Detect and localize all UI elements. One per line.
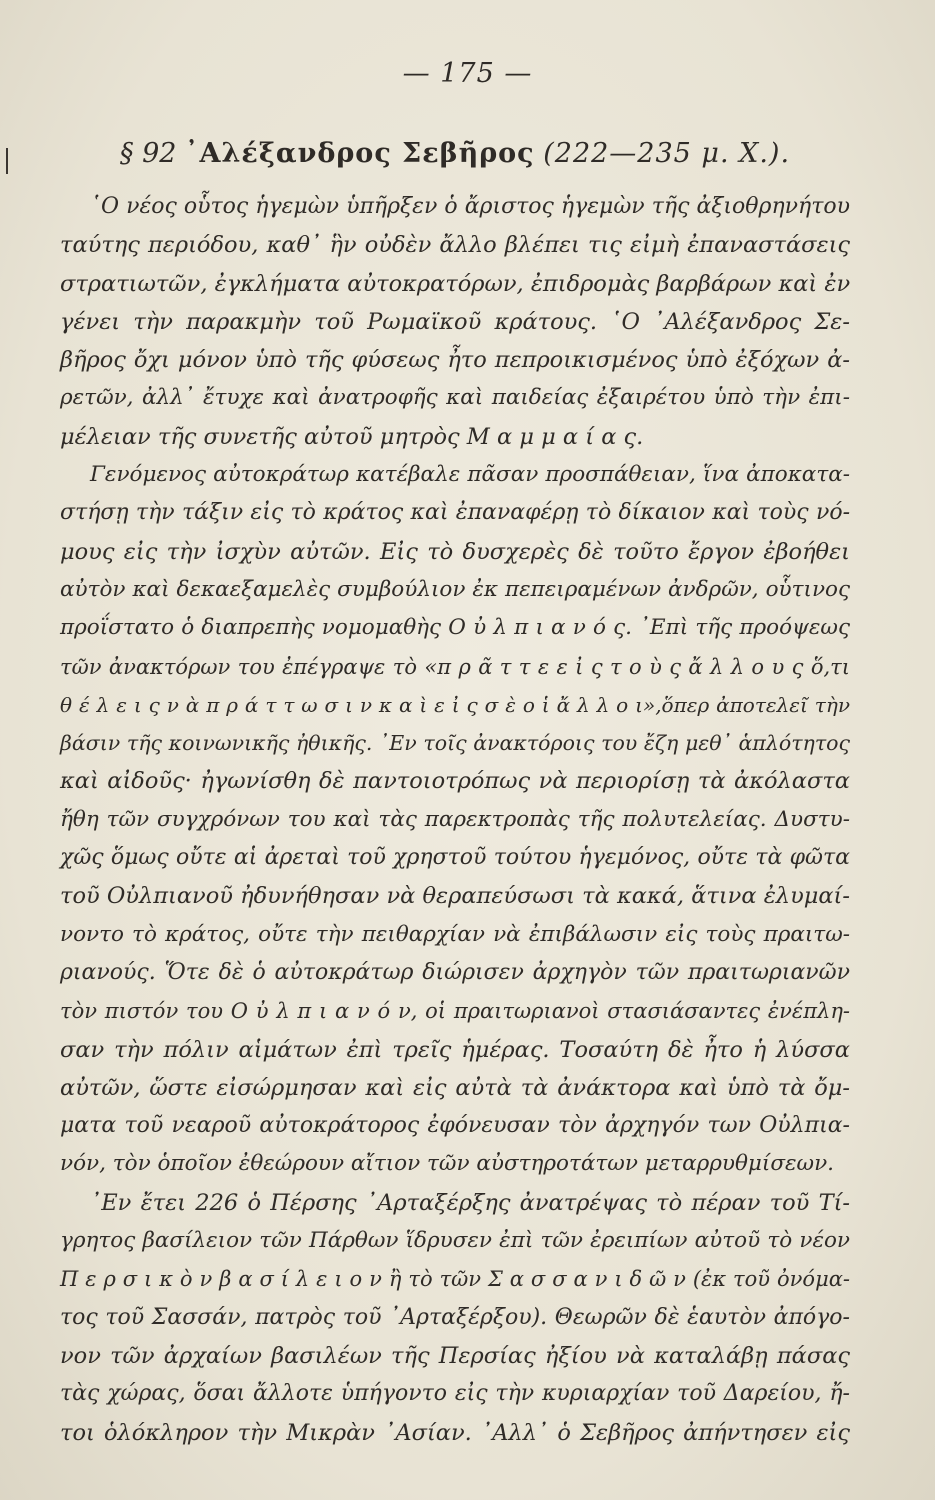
text-line: τὸν πιστόν του Ο ὐ λ π ι α ν ό ν, οἱ πραιτωριανοὶ στασιάσαντες ἐνέπλη- [60,999,850,1024]
text-line: τος τοῦ Σασσάν, πατρὸς τοῦ ᾿Αρταξέρξου). Θεωρῶν δὲ ἑαυτὸν ἀπόγο- [60,1304,850,1330]
text-line: αὐτῶν, ὥστε εἰσώρμησαν καὶ εἰς αὐτὰ τὰ ἀνάκτορα καὶ ὑπὸ τὰ ὄμ- [60,1074,850,1101]
text-line: ταύτης περιόδου, καθ᾿ ἣν οὐδὲν ἄλλο βλέπει τις εἰμὴ ἐπαναστάσεις [60,232,850,259]
text-line: τῶν ἀνακτόρων του ἐπέγραψε τὸ «π ρ ᾶ τ τ ε ε ἰ ς τ ο ὺ ς ἄ λ λ ο υ ς ὅ,τι [60,654,850,679]
text-line: τοι ὁλόκληρον τὴν Μικρὰν ᾿Ασίαν. ᾿Αλλ᾿ ὁ Σεβῆρος ἀπήντησεν εἰς [60,1419,850,1446]
text-line: βάσιν τῆς κοινωνικῆς ἠθικῆς. ᾿Εν τοῖς ἀνακτόροις του ἔζη μεθ᾿ ἁπλότητος [60,731,850,756]
body-text [60,188,850,1452]
text-line: γρητος βασίλειον τῶν Πάρθων ἵδρυσεν ἐπὶ τῶν ἐρειπίων αὐτοῦ τὸ νέον [60,1228,850,1254]
text-line: γένει τὴν παρακμὴν τοῦ Ρωμαϊκοῦ κράτους. ῾Ο ᾿Αλέξανδρος Σε- [60,308,850,335]
text-line: σαν τὴν πόλιν αἱμάτων ἐπὶ τρεῖς ἡμέρας. Τοσαύτη δὲ ἦτο ἡ λύσσα [60,1036,850,1063]
text-line: αὐτὸν καὶ δεκαεξαμελὲς συμβούλιον ἐκ πεπειραμένων ἀνδρῶν, οὗτινος [60,576,850,602]
section-number: § 92 [120,138,177,169]
section-heading [120,138,880,169]
text-line: θ έ λ ε ι ς ν ὰ π ρ ά τ τ ω σ ι ν κ α ὶ ε ἰ ς σ ὲ ο ἱ ἄ λ λ ο ι»,ὅπερ ἀποτελεῖ τὴν [60,692,850,717]
text-line: στρατιωτῶν, ἐγκλήματα αὐτοκρατόρων, ἐπιδρομὰς βαρβάρων καὶ ἐν [60,270,851,297]
section-dates: (222—235 μ. Χ.). [543,138,791,169]
text-line: Γενόμενος αὐτοκράτωρ κατέβαλε πᾶσαν προσπάθειαν, ἵνα ἀποκατα- [90,462,850,488]
text-line: ματα τοῦ νεαροῦ αὐτοκράτορος ἐφόνευσαν τὸν ἀρχηγόν των Οὐλπια- [60,1113,850,1139]
page-number: — 175 — [402,58,533,89]
text-line: προΐστατο ὁ διαπρεπὴς νομομαθὴς Ο ὐ λ π ι α ν ό ς. ᾿Επὶ τῆς προόψεως [60,615,850,641]
text-line: νοντο τὸ κράτος, οὔτε τὴν πειθαρχίαν νὰ ἐπιβάλωσιν εἰς τοὺς πραιτω- [60,921,850,947]
text-line: μέλειαν τῆς συνετῆς αὐτοῦ μητρὸς Μ α μ μ α ί α ς. [60,423,644,450]
text-line: Π ε ρ σ ι κ ὸ ν β α σ ί λ ε ι ο ν ἢ τὸ τῶν Σ α σ σ α ν ι δ ῶ ν (ἐκ τοῦ ὀνόμα- [60,1267,850,1292]
text-line: βῆρος ὄχι μόνον ὑπὸ τῆς φύσεως ἦτο πεπροικισμένος ὑπὸ ἐξόχων ἀ- [60,347,850,374]
text-line: ἤθη τῶν συγχρόνων του καὶ τὰς παρεκτροπὰς τῆς πολυτελείας. Δυστυ- [60,806,850,832]
text-line: χῶς ὅμως οὔτε αἱ ἀρεταὶ τοῦ χρηστοῦ τούτου ἡγεμόνος, οὔτε τὰ φῶτα [60,845,850,871]
text-line: τὰς χώρας, ὅσαι ἄλλοτε ὑπήγοντο εἰς τὴν κυριαρχίαν τοῦ Δαρείου, ἤ- [60,1381,850,1407]
text-line: νόν, τὸν ὁποῖον ἐθεώρουν αἴτιον τῶν αὐστηροτάτων μεταρρυθμίσεων. [60,1151,834,1177]
text-line: μους εἰς τὴν ἰσχὺν αὐτῶν. Εἰς τὸ δυσχερὲς δὲ τοῦτο ἔργον ἐβοήθει [60,538,850,565]
text-line: στήσῃ τὴν τάξιν εἰς τὸ κράτος καὶ ἐπαναφέρῃ τὸ δίκαιον καὶ τοὺς νό- [60,500,850,526]
section-title: ᾿Αλέξανδρος Σεβῆρος [185,138,535,169]
text-line: καὶ αἰδοῦς· ἠγωνίσθη δὲ παντοιοτρόπως νὰ περιορίσῃ τὰ ἀκόλαστα [60,768,850,795]
text-line: ριανούς. Ὅτε δὲ ὁ αὐτοκράτωρ διώρισεν ἀρχηγὸν τῶν πραιτωριανῶν [60,959,850,985]
text-line: ῾Ο νέος οὗτος ἡγεμὼν ὑπῆρξεν ὁ ἄριστος ἡγεμὼν τῆς ἀξιοθρηνήτου [90,194,850,219]
text-line: τοῦ Οὐλπιανοῦ ἠδυνήθησαν νὰ θεραπεύσωσι τὰ κακά, ἅτινα ἐλυμαί- [60,883,850,910]
text-line: νον τῶν ἀρχαίων βασιλέων τῆς Περσίας ἠξίου νὰ καταλάβῃ πάσας [60,1342,850,1369]
margin-mark [6,148,8,174]
text-line: ᾿Εν ἔτει 226 ὁ Πέρσης ᾿Αρταξέρξης ἀνατρέψας τὸ πέραν τοῦ Τί- [90,1189,850,1216]
text-line: ρετῶν, ἀλλ᾿ ἔτυχε καὶ ἀνατροφῆς καὶ παιδείας ἐξαιρέτου ὑπὸ τὴν ἐπι- [60,385,850,411]
